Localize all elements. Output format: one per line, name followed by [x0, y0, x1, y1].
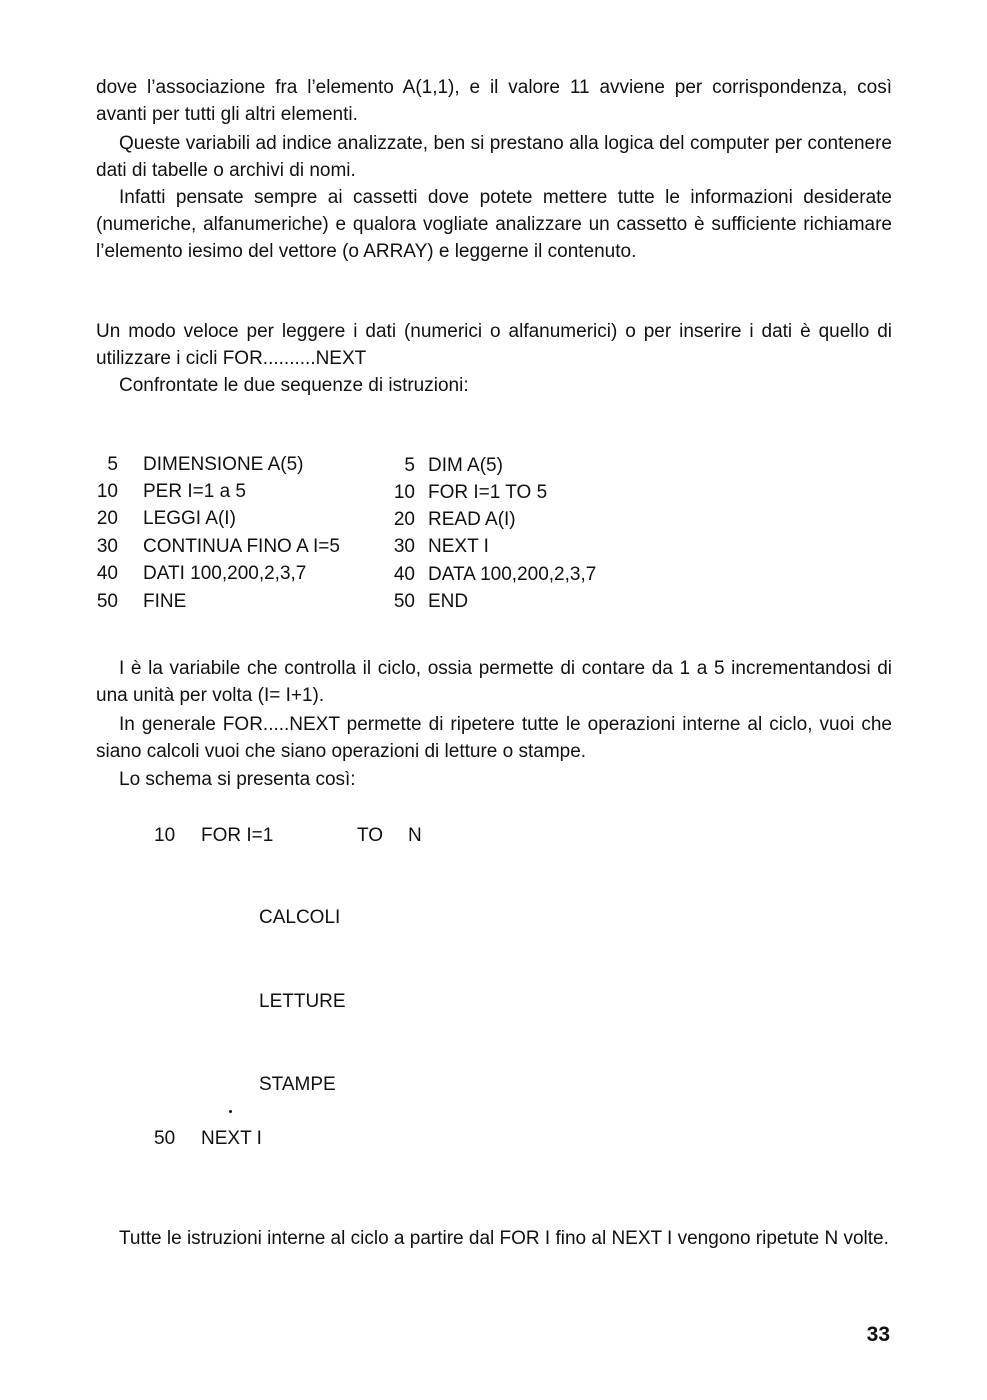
schema-limit: N	[408, 825, 422, 846]
statement: DATA 100,200,2,3,7	[428, 564, 597, 585]
paragraph-schema-intro: Lo schema si presenta così:	[119, 769, 356, 790]
schema-line-number: 50	[154, 1128, 176, 1149]
statement: DIMENSIONE A(5)	[143, 454, 304, 475]
statement: LEGGI A(I)	[143, 508, 236, 529]
line-number: 30	[393, 536, 415, 557]
statement: FOR I=1 TO 5	[428, 482, 548, 503]
line-number: 10	[96, 481, 118, 502]
paragraph-loop-variable: I è la variabile che controlla il ciclo, ossia permette di contare da 1 a 5 incrementandosi di una unità per volta (I= I+1).	[96, 658, 892, 706]
schema-for-statement: FOR I=1	[201, 825, 274, 846]
paragraph-loop-repetition: Tutte le istruzioni interne al ciclo a partire dal FOR I fino al NEXT I vengono ripetute N volte.	[119, 1228, 889, 1249]
line-number: 40	[96, 563, 118, 584]
line-number: 20	[96, 508, 118, 529]
schema-body-item: STAMPE	[259, 1074, 336, 1095]
paragraph-compare-sequences: Confrontate le due sequenze di istruzioni:	[119, 375, 469, 396]
line-number: 30	[96, 536, 118, 557]
line-number: 40	[393, 564, 415, 585]
statement: READ A(I)	[428, 509, 516, 530]
schema-body-item: CALCOLI	[259, 907, 341, 928]
paragraph-indexed-variables: Queste variabili ad indice analizzate, ben si prestano alla logica del computer per contenere dati di tabelle o archivi di nomi.	[96, 133, 892, 181]
line-number: 5	[107, 454, 118, 475]
page-number: 33	[866, 1323, 890, 1346]
statement: END	[428, 591, 469, 612]
statement: FINE	[143, 591, 187, 612]
schema-line-number: 10	[154, 825, 176, 846]
schema-body-item: LETTURE	[259, 991, 346, 1012]
line-number: 10	[393, 482, 415, 503]
statement: CONTINUA FINO A I=5	[143, 536, 340, 557]
paragraph-for-next-intro: Un modo veloce per leggere i dati (numerici o alfanumerici) o per inserire i dati è quello di utilizzare i cicli FOR..........NEXT	[96, 321, 892, 369]
paragraph-drawers-analogy: Infatti pensate sempre ai cassetti dove potete mettere tutte le informazioni desiderate (numeriche, alfanumeriche) e qualora vogliate analizzare un cassetto è sufficiente richiamare l’elemento iesimo del vettore (o ARRAY) e leggerne il contenuto.	[96, 187, 892, 262]
statement: PER I=1 a 5	[143, 481, 246, 502]
line-number: 50	[393, 591, 415, 612]
line-number: 50	[96, 591, 118, 612]
statement: NEXT I	[428, 536, 489, 557]
line-number: 5	[404, 455, 415, 476]
schema-next-statement: NEXT I	[201, 1128, 262, 1149]
line-number: 20	[393, 509, 415, 530]
ellipsis-dot	[229, 1110, 232, 1113]
statement: DATI 100,200,2,3,7	[143, 563, 307, 584]
statement: DIM A(5)	[428, 455, 503, 476]
schema-to-keyword: TO	[357, 825, 384, 846]
paragraph-for-next-general: In generale FOR.....NEXT permette di ripetere tutte le operazioni interne al ciclo, vuoi che siano calcoli vuoi che siano operazioni di letture o stampe.	[96, 714, 892, 762]
paragraph-array-correspondence: dove l’associazione fra l’elemento A(1,1), e il valore 11 avviene per corrispondenza, così avanti per tutti gli altri elementi.	[96, 77, 892, 125]
